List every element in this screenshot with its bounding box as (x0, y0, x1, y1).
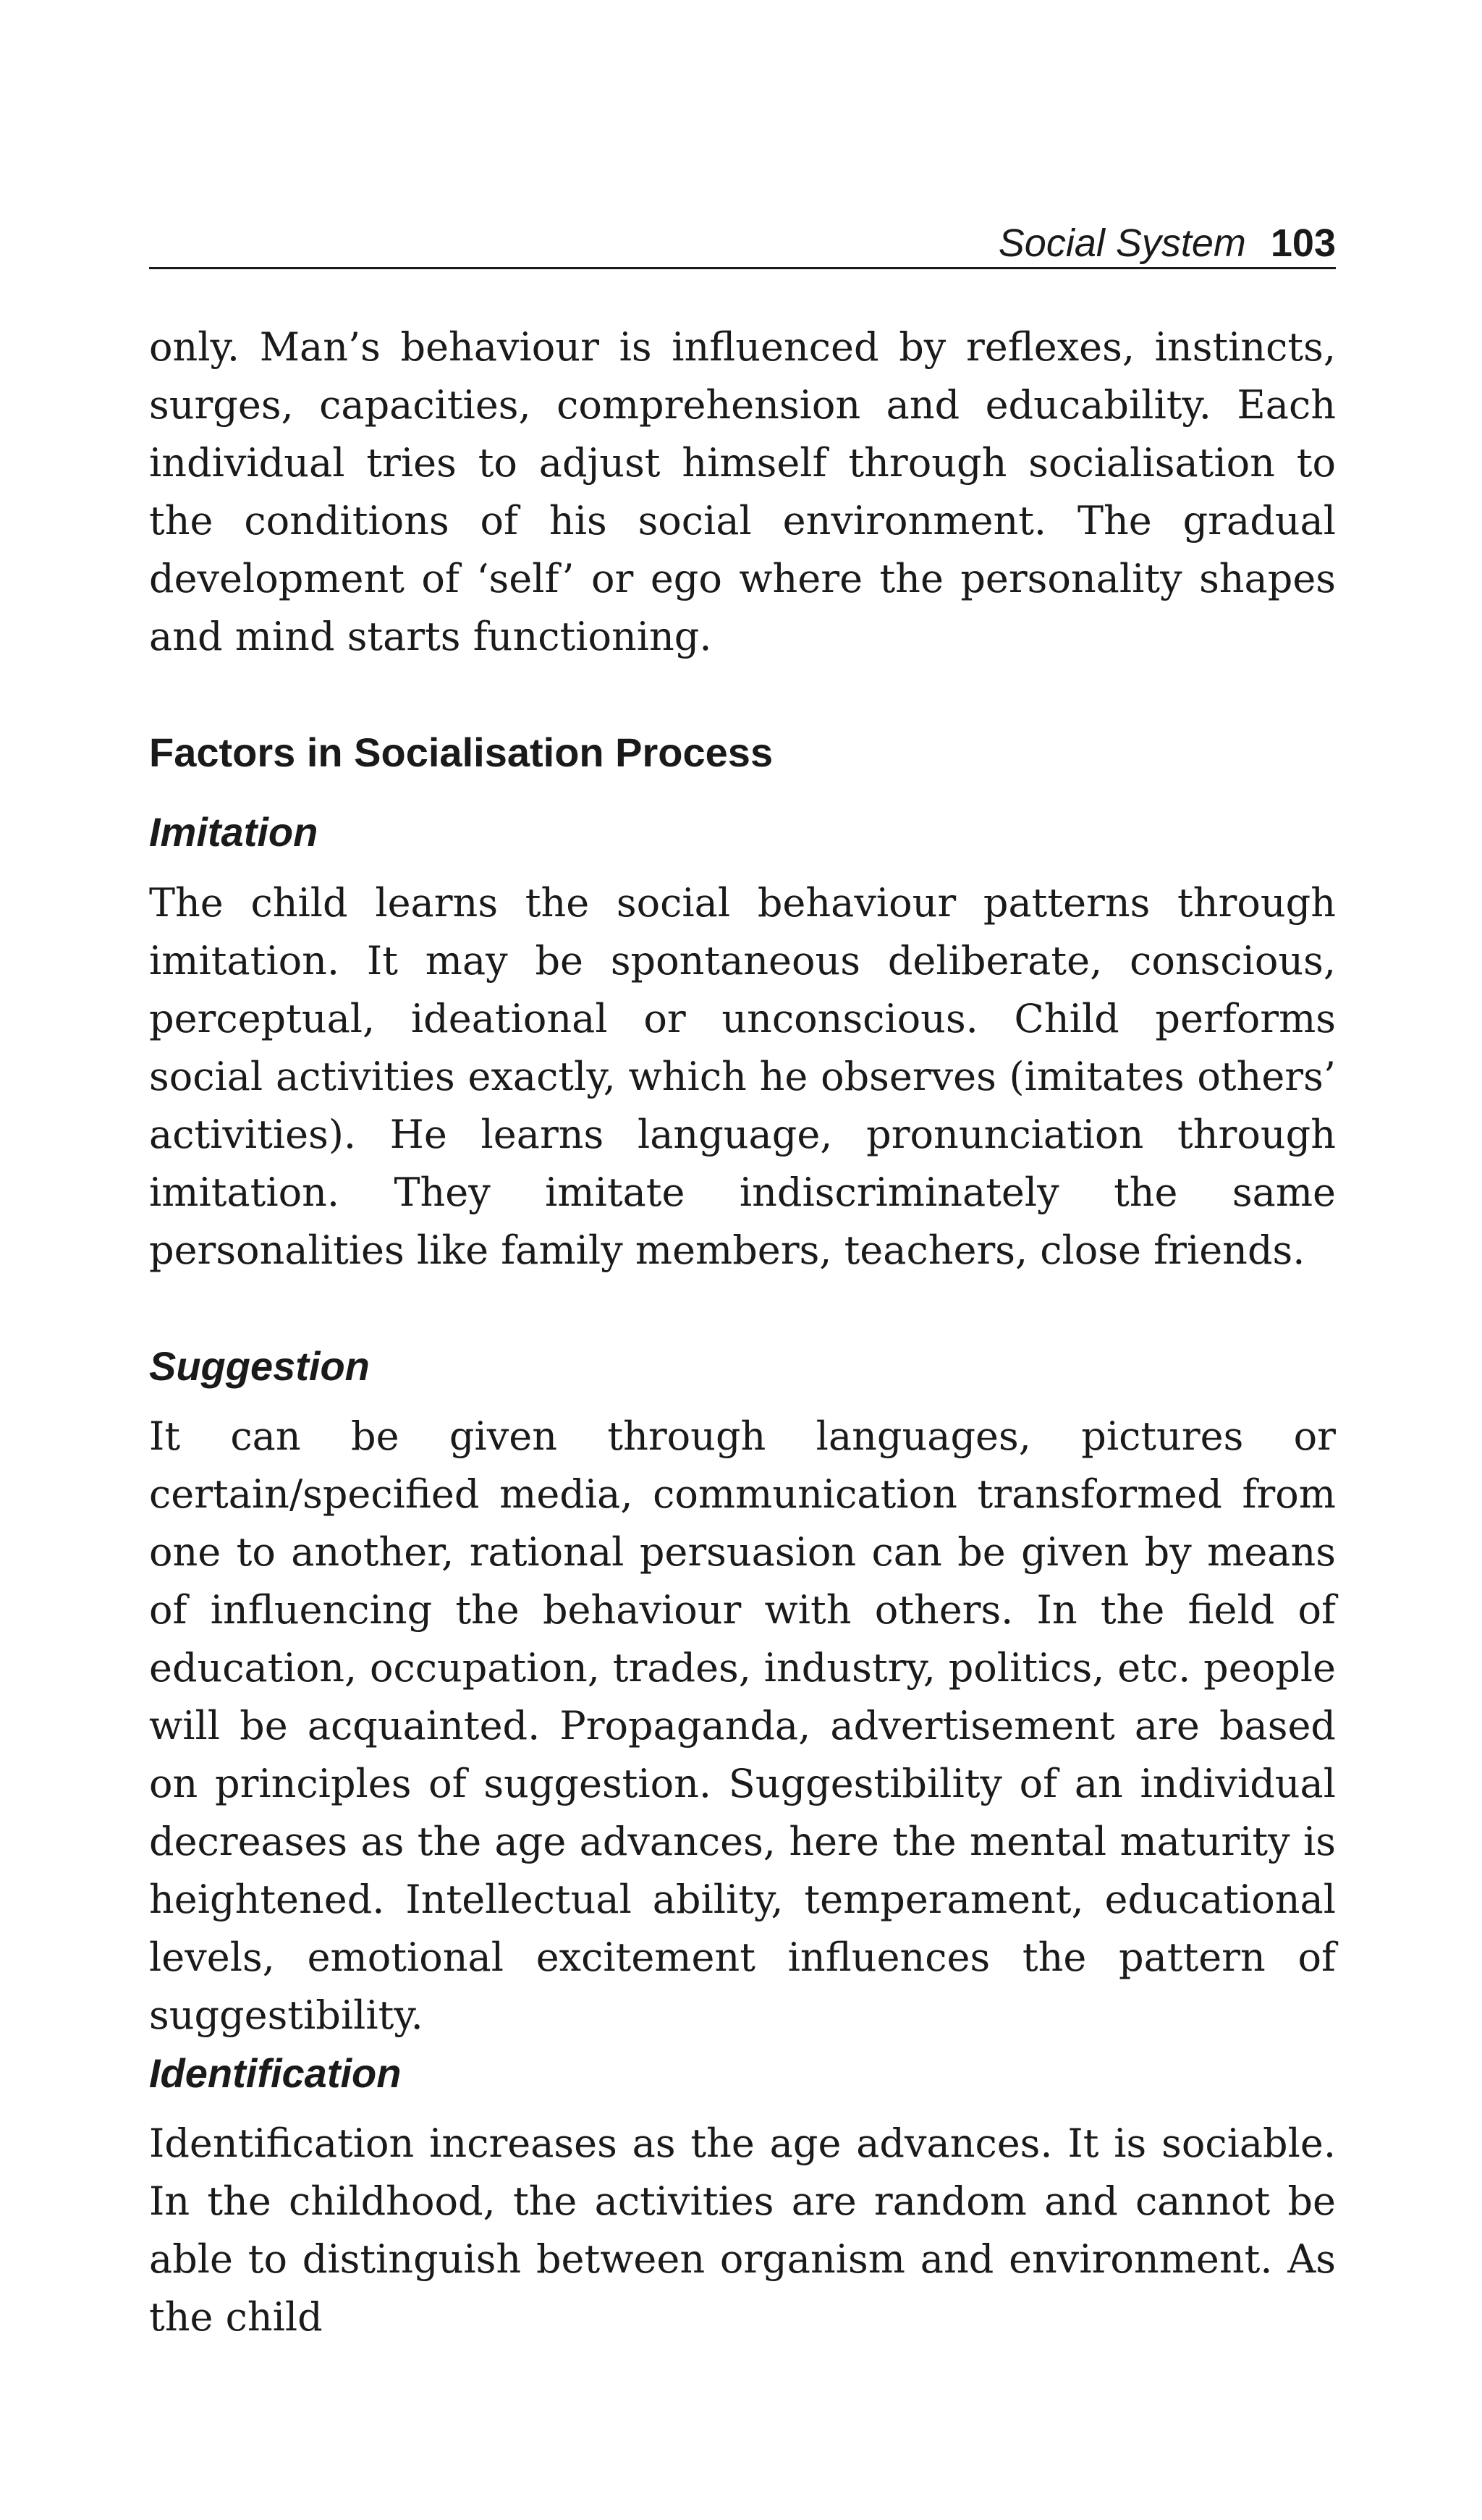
section-heading: Factors in Socialisation Process (149, 730, 774, 775)
page-number: 103 (1270, 221, 1336, 265)
imitation-paragraph: The child learns the social behaviour patterns through imitation. It may be spontaneous deliberate, conscious, perceptual, ideational or unconscious. Child performs social activities exactly, which he observes (imitates others’ activities). He learns language, pronunciation through imitation. They imitate indiscriminately the same personalities like family members, teachers, close friends. (149, 880, 1336, 1273)
intro-paragraph: only. Man’s behaviour is influenced by reflexes, instincts, surges, capacities, comprehension and educability. Each individual tries to adjust himself through socialisation to the conditions of his social environment. The gradual development of ‘self’ or ego where the personality shapes and mind starts functioning. (149, 324, 1336, 659)
suggestion-heading: Suggestion (149, 1343, 370, 1389)
identification-heading: Identification (149, 2050, 402, 2096)
running-head-title: Social System (998, 221, 1246, 265)
running-head (149, 210, 1336, 269)
imitation-heading: Imitation (149, 809, 318, 855)
suggestion-paragraph: It can be given through languages, pictures or certain/specified media, communication transformed from one to another, rational persuasion can be given by means of influencing the behaviour with others. In the field of education, occupation, trades, industry, politics, etc. people will be acquainted. Propaganda, advertisement are based on principles of suggestion. Suggestibility of an individual decreases as the age advances, here the mental maturity is heightened. Intellectual ability, temperament, educational levels, emotional excitement influences the pattern of suggestibility. (149, 1413, 1336, 2038)
identification-paragraph: Identification increases as the age advances. It is sociable. In the childhood, the activities are random and cannot be able to distinguish between organism and environment. As the child (149, 2121, 1336, 2340)
